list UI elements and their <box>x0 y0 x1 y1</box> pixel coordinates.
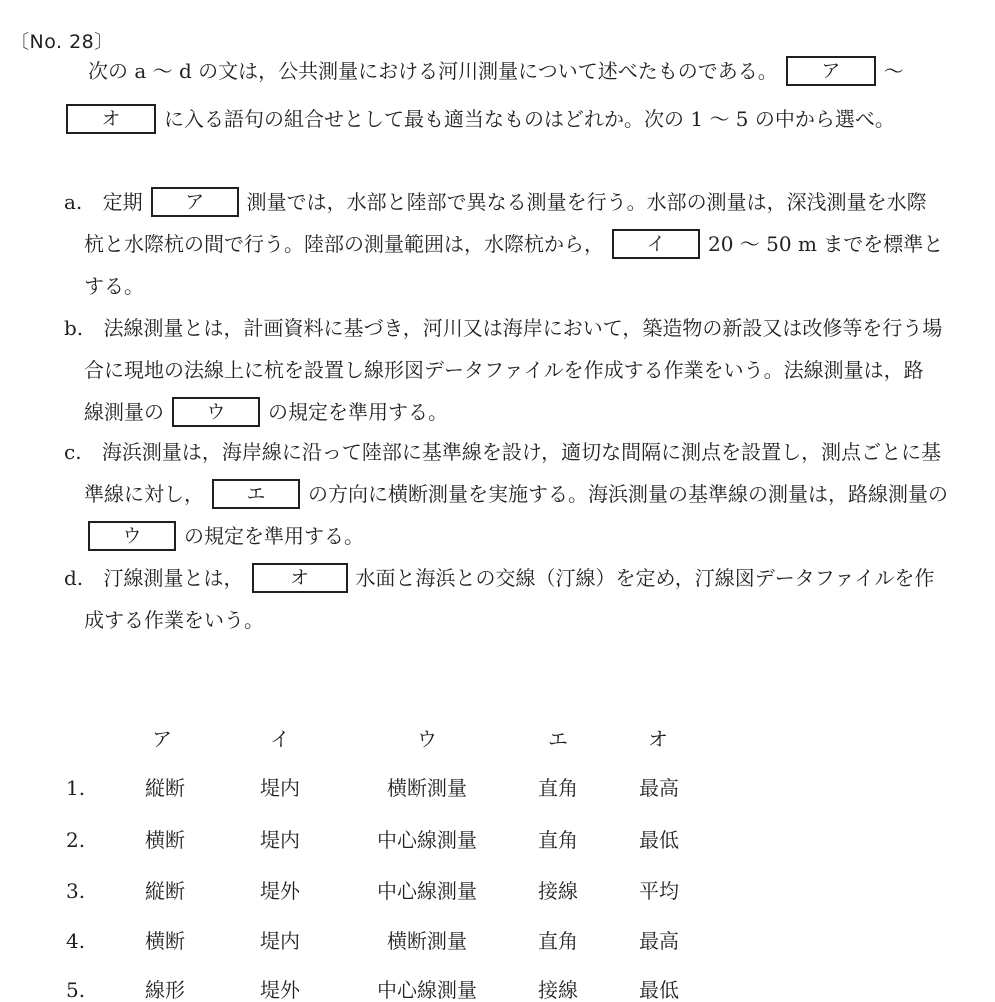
row-number: 1. <box>66 776 86 800</box>
cell-e: 接線 <box>538 978 578 1002</box>
statement-a-line-1 <box>64 182 927 222</box>
blank-o-box: オ <box>66 104 156 134</box>
statement-a-text-1a: 定期 <box>102 190 143 214</box>
cell-u: 横断測量 <box>387 929 467 953</box>
statement-c-text-2a: 準線に対し， <box>84 482 204 506</box>
statement-a-text-2a: 杭と水際杭の間で行う。陸部の測量範囲は，水際杭から， <box>84 232 604 256</box>
intro-text-2: に入る語句の組合せとして最も適当なものはどれか。次の 1 ～ 5 の中から選べ。 <box>164 107 895 131</box>
statement-b-line-3 <box>84 392 448 432</box>
blank-e-box: エ <box>212 479 300 509</box>
statement-c-text-2b: の方向に横断測量を実施する。海浜測量の基準線の測量は，路線測量の <box>308 482 948 506</box>
blank-u-box: ウ <box>172 397 260 427</box>
row-number: 2. <box>66 828 86 852</box>
blank-i-box: イ <box>612 229 700 259</box>
cell-i: 堤内 <box>260 776 300 800</box>
statement-a-label: a. <box>64 190 83 214</box>
statement-b-text-3b: の規定を準用する。 <box>268 400 448 424</box>
intro-tilde: ～ <box>883 59 904 83</box>
row-number: 3. <box>66 879 86 903</box>
statement-d-label: d. <box>64 566 84 590</box>
statement-c-line-1 <box>64 432 941 472</box>
statement-a-line-2 <box>84 224 943 264</box>
cell-u: 横断測量 <box>387 776 467 800</box>
cell-a: 横断 <box>145 828 185 852</box>
statement-a-text-1b: 測量では，水部と陸部で異なる測量を行う。水部の測量は，深浅測量を水際 <box>246 190 927 214</box>
statement-d-text-1b: 水面と海浜との交線（汀線）を定め，汀線図データファイルを作 <box>355 566 935 590</box>
cell-o: 最低 <box>639 828 679 852</box>
cell-e: 直角 <box>538 828 578 852</box>
blank-a-box: ア <box>786 56 876 86</box>
cell-e: 直角 <box>538 776 578 800</box>
cell-u: 中心線測量 <box>377 828 477 852</box>
cell-o: 平均 <box>639 879 679 903</box>
cell-a: 縦断 <box>145 776 185 800</box>
cell-i: 堤外 <box>260 978 300 1002</box>
row-number: 4. <box>66 929 86 953</box>
intro-line-1 <box>88 51 904 91</box>
header-col-e: エ <box>548 727 568 751</box>
statement-a-text-3: する。 <box>84 274 144 298</box>
cell-u: 中心線測量 <box>377 879 477 903</box>
blank-u-box-2: ウ <box>88 521 176 551</box>
intro-text-1: 次の a ～ d の文は，公共測量における河川測量について述べたものである。 <box>88 59 778 83</box>
statement-c-text-1: 海浜測量は，海岸線に沿って陸部に基準線を設け，適切な間隔に測点を設置し，測点ごとに基 <box>101 440 942 464</box>
statement-b-line-2 <box>84 350 924 390</box>
cell-a: 縦断 <box>145 879 185 903</box>
cell-i: 堤内 <box>260 828 300 852</box>
statement-b-text-1: 法線測量とは，計画資料に基づき，河川又は海岸において，築造物の新設又は改修等を行う場 <box>103 316 943 340</box>
statement-c-label: c. <box>64 440 82 464</box>
statement-a-text-2b: 20 ～ 50 m までを標準と <box>708 232 944 256</box>
statement-d-line-1 <box>64 558 934 598</box>
cell-o: 最高 <box>639 929 679 953</box>
cell-i: 堤内 <box>260 929 300 953</box>
cell-e: 接線 <box>538 879 578 903</box>
header-col-u: ウ <box>417 727 437 751</box>
statement-c-text-3b: の規定を準用する。 <box>184 524 364 548</box>
statement-c-line-3 <box>84 516 364 556</box>
blank-a-box-2: ア <box>151 187 239 217</box>
cell-e: 直角 <box>538 929 578 953</box>
intro-line-2 <box>58 99 895 139</box>
statement-b-label: b. <box>64 316 84 340</box>
cell-i: 堤外 <box>260 879 300 903</box>
question-number: 〔No. 28〕 <box>10 31 114 53</box>
statement-c-line-2 <box>84 474 948 514</box>
cell-o: 最高 <box>639 776 679 800</box>
row-number: 5. <box>66 978 86 1002</box>
cell-u: 中心線測量 <box>377 978 477 1002</box>
statement-b-line-1 <box>64 308 942 348</box>
statement-d-text-2: 成する作業をいう。 <box>84 608 264 632</box>
statement-d-line-2 <box>84 600 264 640</box>
cell-o: 最低 <box>639 978 679 1002</box>
blank-o-box-2: オ <box>252 563 348 593</box>
header-col-a: ア <box>152 727 172 751</box>
statement-b-text-2: 合に現地の法線上に杭を設置し線形図データファイルを作成する作業をいう。法線測量は，路 <box>84 358 924 382</box>
statement-b-text-3a: 線測量の <box>84 400 164 424</box>
statement-d-text-1a: 汀線測量とは， <box>103 566 244 590</box>
header-col-i: イ <box>270 727 290 751</box>
cell-a: 横断 <box>145 929 185 953</box>
cell-a: 線形 <box>145 978 185 1002</box>
header-col-o: オ <box>648 727 668 751</box>
statement-a-line-3 <box>84 266 144 306</box>
